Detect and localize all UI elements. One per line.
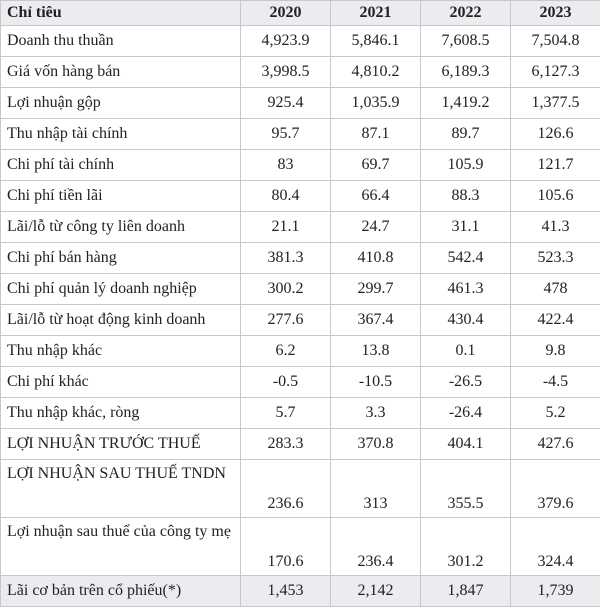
- row-value-cell: 1,035.9: [331, 88, 421, 119]
- row-value-cell: -10.5: [331, 367, 421, 398]
- row-label: Lợi nhuận gộp: [1, 88, 241, 119]
- table-row: [1, 367, 600, 398]
- row-value-cell: 370.8: [331, 429, 421, 460]
- row-value-cell: 478: [511, 274, 600, 305]
- row-label: Thu nhập khác: [1, 336, 241, 367]
- row-value-cell: -4.5: [511, 367, 600, 398]
- row-value-cell: 367.4: [331, 305, 421, 336]
- row-value-cell: 6.2: [241, 336, 331, 367]
- row-value-cell: 87.1: [331, 119, 421, 150]
- row-value-cell: -26.5: [421, 367, 511, 398]
- table-row: [1, 305, 600, 336]
- table-row: [1, 460, 600, 518]
- table-row: [1, 212, 600, 243]
- column-header-indicator: Chỉ tiêu: [1, 1, 241, 26]
- row-value-cell: 5.7: [241, 398, 331, 429]
- row-label: Lợi nhuận sau thuế của công ty mẹ: [1, 518, 241, 576]
- row-value-cell: 3.3: [331, 398, 421, 429]
- row-label: Lãi/lỗ từ công ty liên doanh: [1, 212, 241, 243]
- row-label: Doanh thu thuần: [1, 26, 241, 57]
- row-value-cell: 324.4: [511, 518, 600, 576]
- row-value-cell: 430.4: [421, 305, 511, 336]
- row-value-cell: 6,127.3: [511, 57, 600, 88]
- table-row: [1, 181, 600, 212]
- row-value-cell: 0.1: [421, 336, 511, 367]
- row-label: Chi phí khác: [1, 367, 241, 398]
- row-value-cell: 1,377.5: [511, 88, 600, 119]
- header-row: [1, 1, 600, 26]
- row-value-cell: 5.2: [511, 398, 600, 429]
- row-label: Chi phí tài chính: [1, 150, 241, 181]
- row-value-cell: 404.1: [421, 429, 511, 460]
- table-row: [1, 398, 600, 429]
- row-label: Chi phí quản lý doanh nghiệp: [1, 274, 241, 305]
- row-value-cell: 13.8: [331, 336, 421, 367]
- row-value-cell: 410.8: [331, 243, 421, 274]
- row-value-cell: 422.4: [511, 305, 600, 336]
- table-row: [1, 150, 600, 181]
- row-value-cell: 236.4: [331, 518, 421, 576]
- column-header-year: 2022: [421, 1, 511, 26]
- row-value-cell: 83: [241, 150, 331, 181]
- row-value-cell: 126.6: [511, 119, 600, 150]
- row-value-cell: 461.3: [421, 274, 511, 305]
- row-label: Thu nhập tài chính: [1, 119, 241, 150]
- table-row: [1, 57, 600, 88]
- row-value-cell: 542.4: [421, 243, 511, 274]
- row-value-cell: 1,739: [511, 576, 600, 607]
- row-value-cell: 4,810.2: [331, 57, 421, 88]
- row-value-cell: 5,846.1: [331, 26, 421, 57]
- row-value-cell: 6,189.3: [421, 57, 511, 88]
- row-value-cell: 9.8: [511, 336, 600, 367]
- row-value-cell: 299.7: [331, 274, 421, 305]
- row-value-cell: 283.3: [241, 429, 331, 460]
- row-value-cell: 427.6: [511, 429, 600, 460]
- row-label: Giá vốn hàng bán: [1, 57, 241, 88]
- row-value-cell: 355.5: [421, 460, 511, 518]
- row-value-cell: 80.4: [241, 181, 331, 212]
- column-header-year: 2020: [241, 1, 331, 26]
- row-value-cell: 105.9: [421, 150, 511, 181]
- row-value-cell: 7,608.5: [421, 26, 511, 57]
- table-row: [1, 429, 600, 460]
- row-label: LỢI NHUẬN SAU THUẾ TNDN: [1, 460, 241, 518]
- row-value-cell: 236.6: [241, 460, 331, 518]
- row-label: Lãi cơ bản trên cổ phiếu(*): [1, 576, 241, 607]
- row-value-cell: 3,998.5: [241, 57, 331, 88]
- row-value-cell: 7,504.8: [511, 26, 600, 57]
- row-value-cell: -0.5: [241, 367, 331, 398]
- row-value-cell: 69.7: [331, 150, 421, 181]
- row-value-cell: 523.3: [511, 243, 600, 274]
- row-value-cell: 24.7: [331, 212, 421, 243]
- row-value-cell: 379.6: [511, 460, 600, 518]
- row-value-cell: 313: [331, 460, 421, 518]
- table-row: [1, 274, 600, 305]
- row-value-cell: 105.6: [511, 181, 600, 212]
- row-value-cell: 4,923.9: [241, 26, 331, 57]
- row-value-cell: 301.2: [421, 518, 511, 576]
- row-value-cell: 21.1: [241, 212, 331, 243]
- table-row: [1, 576, 600, 607]
- row-label: Thu nhập khác, ròng: [1, 398, 241, 429]
- row-value-cell: 2,142: [331, 576, 421, 607]
- table-row: [1, 88, 600, 119]
- table-row: [1, 26, 600, 57]
- row-value-cell: 277.6: [241, 305, 331, 336]
- row-value-cell: 300.2: [241, 274, 331, 305]
- table-row: [1, 518, 600, 576]
- row-value-cell: 925.4: [241, 88, 331, 119]
- row-value-cell: 89.7: [421, 119, 511, 150]
- row-value-cell: 1,847: [421, 576, 511, 607]
- row-value-cell: 170.6: [241, 518, 331, 576]
- table-row: [1, 243, 600, 274]
- row-value-cell: 121.7: [511, 150, 600, 181]
- row-value-cell: 1,453: [241, 576, 331, 607]
- table-row: [1, 119, 600, 150]
- row-value-cell: 31.1: [421, 212, 511, 243]
- row-value-cell: 95.7: [241, 119, 331, 150]
- row-label: Lãi/lỗ từ hoạt động kinh doanh: [1, 305, 241, 336]
- row-label: Chi phí tiền lãi: [1, 181, 241, 212]
- row-label: LỢI NHUẬN TRƯỚC THUẾ: [1, 429, 241, 460]
- row-value-cell: 41.3: [511, 212, 600, 243]
- row-value-cell: 66.4: [331, 181, 421, 212]
- column-header-year: 2021: [331, 1, 421, 26]
- row-value-cell: -26.4: [421, 398, 511, 429]
- table-row: [1, 336, 600, 367]
- row-value-cell: 381.3: [241, 243, 331, 274]
- table-body: [1, 26, 600, 607]
- column-header-year: 2023: [511, 1, 600, 26]
- row-value-cell: 88.3: [421, 181, 511, 212]
- row-value-cell: 1,419.2: [421, 88, 511, 119]
- row-label: Chi phí bán hàng: [1, 243, 241, 274]
